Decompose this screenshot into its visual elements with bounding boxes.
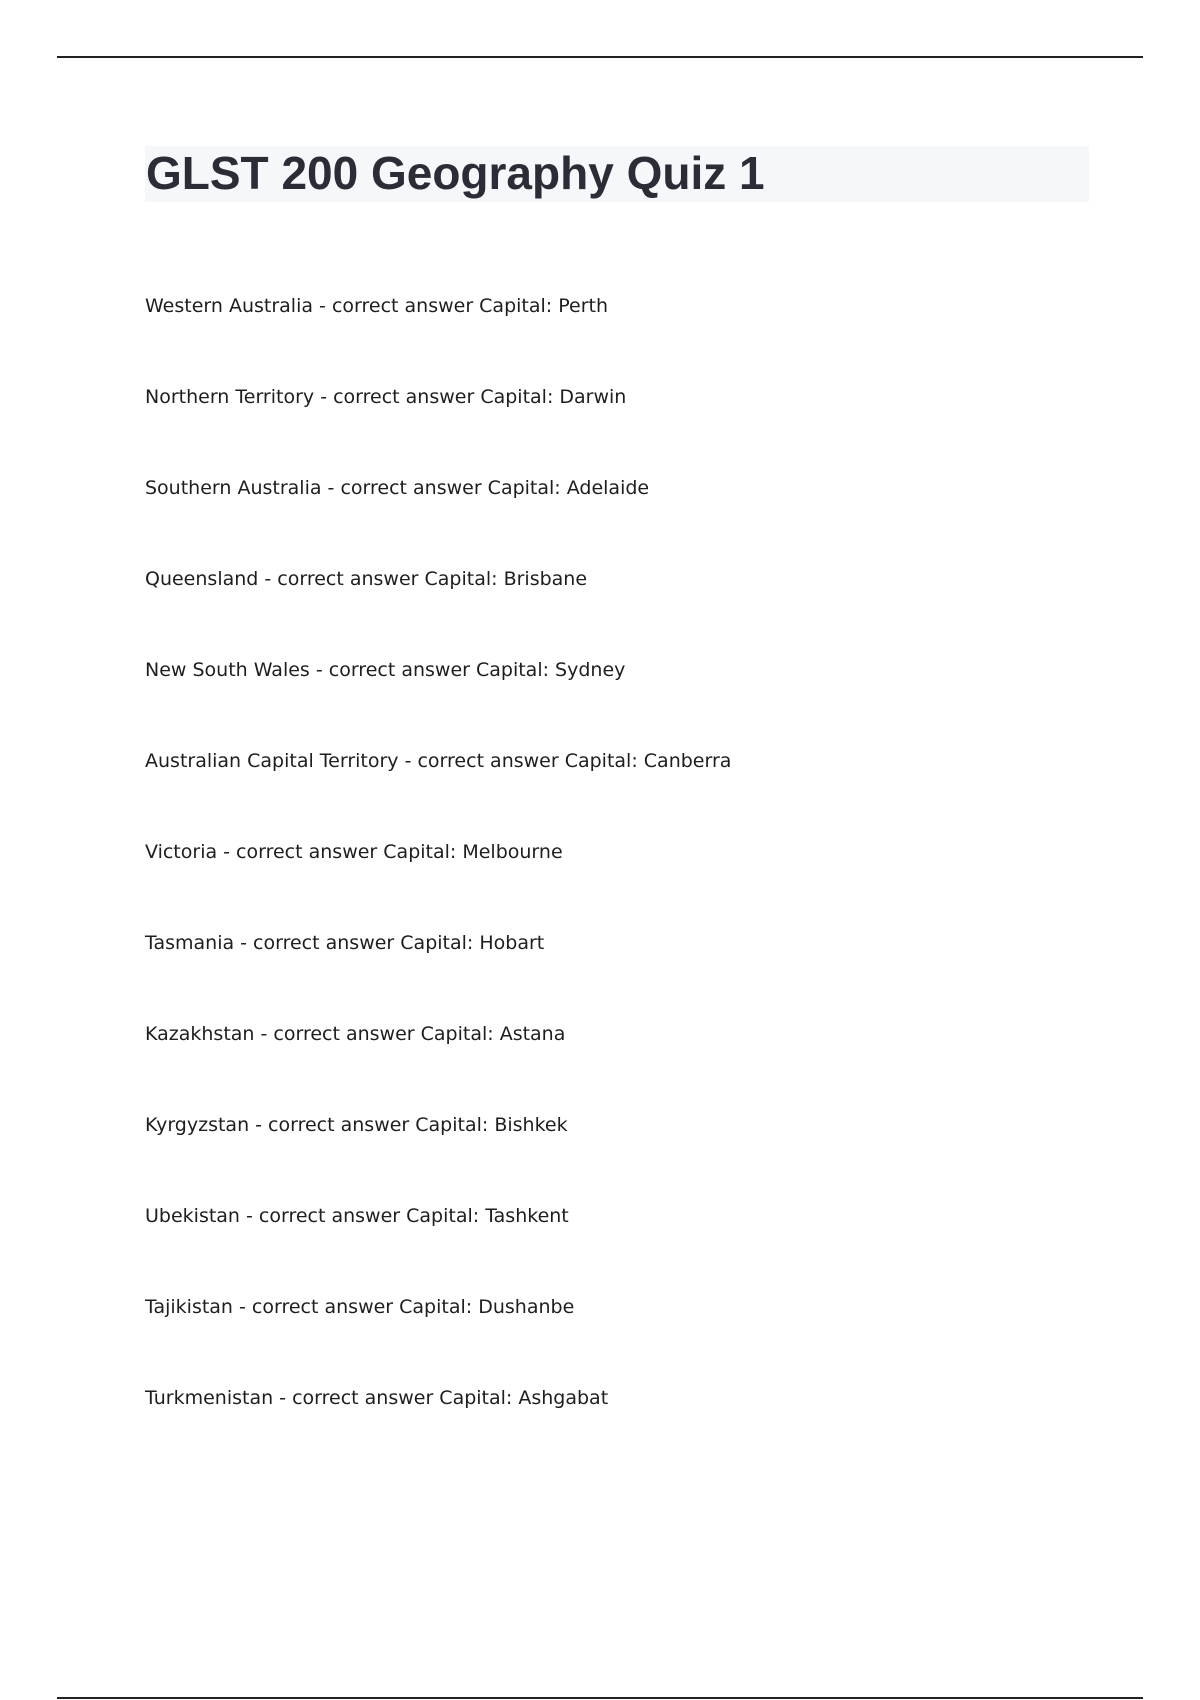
qa-list <box>145 292 731 1475</box>
qa-item: Ubekistan - correct answer Capital: Tashkent <box>145 1205 569 1227</box>
qa-item: Queensland - correct answer Capital: Brisbane <box>145 568 588 590</box>
qa-item: Northern Territory - correct answer Capital: Darwin <box>145 386 627 408</box>
page-title: GLST 200 Geography Quiz 1 <box>146 147 765 199</box>
qa-item: Tasmania - correct answer Capital: Hobart <box>145 932 545 954</box>
qa-item: Tajikistan - correct answer Capital: Dushanbe <box>145 1296 575 1318</box>
qa-item: Southern Australia - correct answer Capital: Adelaide <box>145 477 650 499</box>
qa-item: New South Wales - correct answer Capital: Sydney <box>145 659 626 681</box>
qa-item: Victoria - correct answer Capital: Melbourne <box>145 841 563 863</box>
qa-item: Kyrgyzstan - correct answer Capital: Bishkek <box>145 1114 568 1136</box>
qa-item: Kazakhstan - correct answer Capital: Astana <box>145 1023 566 1045</box>
qa-item: Turkmenistan - correct answer Capital: Ashgabat <box>145 1387 609 1409</box>
top-divider <box>57 56 1143 58</box>
qa-item: Australian Capital Territory - correct answer Capital: Canberra <box>145 750 732 772</box>
bottom-divider <box>57 1697 1143 1699</box>
qa-item: Western Australia - correct answer Capital: Perth <box>145 295 609 317</box>
